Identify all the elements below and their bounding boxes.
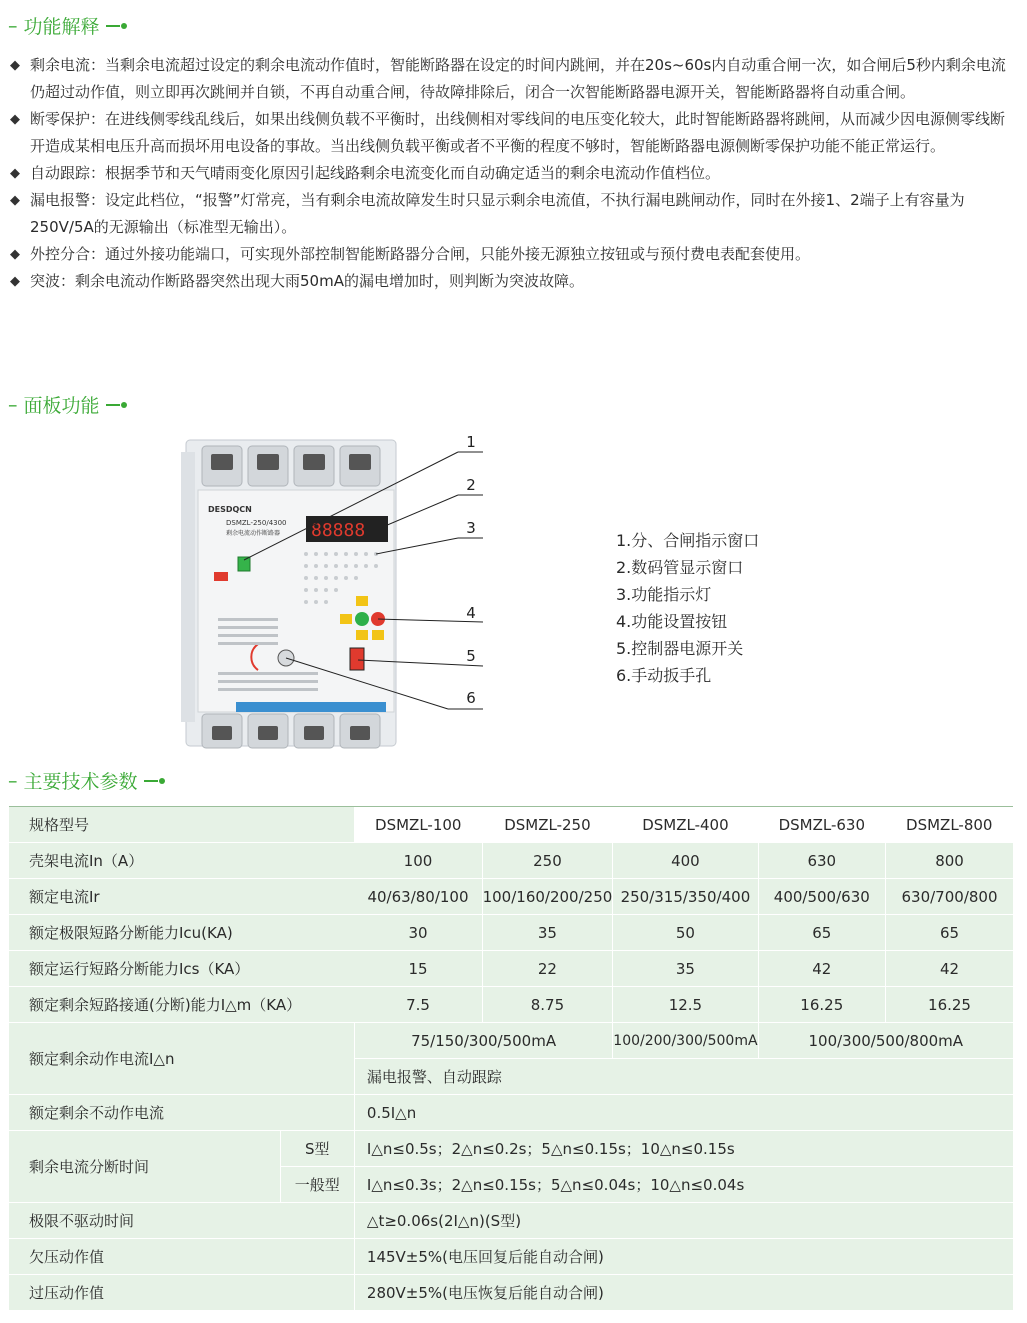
blue-label-strip <box>236 702 386 712</box>
up-button[interactable] <box>356 596 368 606</box>
table-row: 过压动作值 280V±5%(电压恢复后能自动合闸) <box>9 1275 1013 1311</box>
callout-number: 5 <box>466 647 476 665</box>
table-row: 额定剩余动作电流I△n 75/150/300/500mA 100/200/300/500mA 100/300/500/800mA <box>9 1023 1013 1059</box>
panel-function-item: 2.数码管显示窗口 <box>616 558 744 577</box>
section-title-panel: – 面板功能 <box>8 391 127 418</box>
test-button[interactable] <box>214 572 228 581</box>
table-row: 额定剩余短路接通(分断)能力I△m（KA） 7.5 8.75 12.5 16.25 16.25 <box>9 987 1013 1023</box>
spec-header-cell: DSMZL-250 <box>482 807 613 843</box>
panel-function-item: 3.功能指示灯 <box>616 585 712 604</box>
panel-model: DSMZL-250/4300 <box>226 519 287 527</box>
panel-function-item: 5.控制器电源开关 <box>616 639 744 658</box>
confirm-button[interactable] <box>355 612 369 626</box>
table-row: 极限不驱动时间 △t≥0.06s(2I△n)(S型) <box>9 1203 1013 1239</box>
table-row: 漏电报警、自动跟踪 <box>9 1059 1013 1095</box>
spec-header-cell: DSMZL-100 <box>354 807 482 843</box>
feature-item: ◆ 漏电报警：设定此档位，“报警”灯常亮，当有剩余电流故障发生时只显示剩余电流值，不执行漏电跳闸动作，同时在外接1、2端子上有容量为250V/5A的无源输出（标准型无输出）。 <box>10 187 1018 241</box>
table-row: 额定剩余不动作电流 0.5I△n <box>9 1095 1013 1131</box>
feature-item: ◆ 断零保护：在进线侧零线乱线后，如果出线侧负载不平衡时，出线侧相对零线间的电压变化较大，此时智能断路器将跳闸，从而减少因电源侧零线断开造成某相电压升高而损坏用电设备的事故。当出线侧负载平衡或者不平衡的程度不够时，智能断路器电源侧断零保护功能不能正常运行。 <box>10 106 1018 160</box>
callout-number: 1 <box>466 433 476 451</box>
diamond-bullet-icon: ◆ <box>10 193 20 208</box>
feature-item: ◆ 外控分合：通过外接功能端口，可实现外部控制智能断路器分合闸，只能外接无源独立按钮或与预付费电表配套使用。 <box>10 241 1018 268</box>
table-row: 一般型 I△n≤0.3s；2△n≤0.15s；5△n≤0.04s；10△n≤0.04s <box>9 1167 1013 1203</box>
panel-function-list <box>616 527 759 689</box>
spec-header-row <box>9 807 1013 843</box>
feature-item: ◆ 剩余电流：当剩余电流超过设定的剩余电流动作值时，智能断路器在设定的时间内跳闸，并在20s~60s内自动重合闸一次，如合闸后5秒内剩余电流仍超过动作值，则立即再次跳闸并自锁，不再自动重合闸，待故障排除后，闭合一次智能断路器电源开关，智能断路器将自动重合闸。 <box>10 52 1018 106</box>
diamond-bullet-icon: ◆ <box>10 112 20 127</box>
section-title-spec: – 主要技术参数 <box>8 767 165 794</box>
spec-header-cell: DSMZL-400 <box>613 807 758 843</box>
diamond-bullet-icon: ◆ <box>10 274 20 289</box>
panel-function-item: 1.分、合闸指示窗口 <box>616 531 760 550</box>
diamond-bullet-icon: ◆ <box>10 166 20 181</box>
callout-number: 2 <box>466 476 476 494</box>
spec-header-cell: DSMZL-630 <box>758 807 885 843</box>
table-row: 欠压动作值 145V±5%(电压回复后能自动合闸) <box>9 1239 1013 1275</box>
callout-number: 3 <box>466 519 476 537</box>
feature-list <box>10 52 1018 295</box>
callout-number: 4 <box>466 604 476 622</box>
panel-function-item: 6.手动扳手孔 <box>616 666 712 685</box>
table-row: 额定运行短路分断能力Ics（KA） 15 22 35 42 42 <box>9 951 1013 987</box>
breaker-panel-figure <box>178 432 488 754</box>
spec-header-cell: DSMZL-800 <box>886 807 1013 843</box>
table-row: 剩余电流分断时间 S型 I△n≤0.5s；2△n≤0.2s；5△n≤0.15s；10△n≤0.15s <box>9 1131 1013 1167</box>
diamond-bullet-icon: ◆ <box>10 247 20 262</box>
power-switch[interactable] <box>350 648 364 670</box>
set-button[interactable] <box>340 614 352 624</box>
diamond-bullet-icon: ◆ <box>10 58 20 73</box>
table-row: 壳架电流In（A） 100 250 400 630 800 <box>9 843 1013 879</box>
table-row: 额定电流Ir 40/63/80/100 100/160/200/250 250/315/350/400 400/500/630 630/700/800 <box>9 879 1013 915</box>
feature-item: ◆ 突波：剩余电流动作断路器突然出现大雨50mA的漏电增加时，则判断为突波故障。 <box>10 268 1018 295</box>
panel-product-name: 剩余电流动作断路器 <box>226 530 281 537</box>
panel-function-item: 4.功能设置按钮 <box>616 612 728 631</box>
down-button[interactable] <box>356 630 368 640</box>
section-title-features: – 功能解释 <box>8 12 127 39</box>
return-button[interactable] <box>372 630 384 640</box>
spec-table <box>9 806 1013 1311</box>
feature-item: ◆ 自动跟踪：根据季节和天气晴雨变化原因引起线路剩余电流变化而自动确定适当的剩余电流动作值档位。 <box>10 160 1018 187</box>
spec-header-cell: 规格型号 <box>9 807 354 843</box>
table-row: 额定极限短路分断能力Icu(KA) 30 35 50 65 65 <box>9 915 1013 951</box>
panel-brand: DESDQCN <box>208 505 252 514</box>
open-close-indicator <box>238 557 250 571</box>
digital-display-value: 88888 <box>311 520 366 541</box>
callout-number: 6 <box>466 689 476 707</box>
